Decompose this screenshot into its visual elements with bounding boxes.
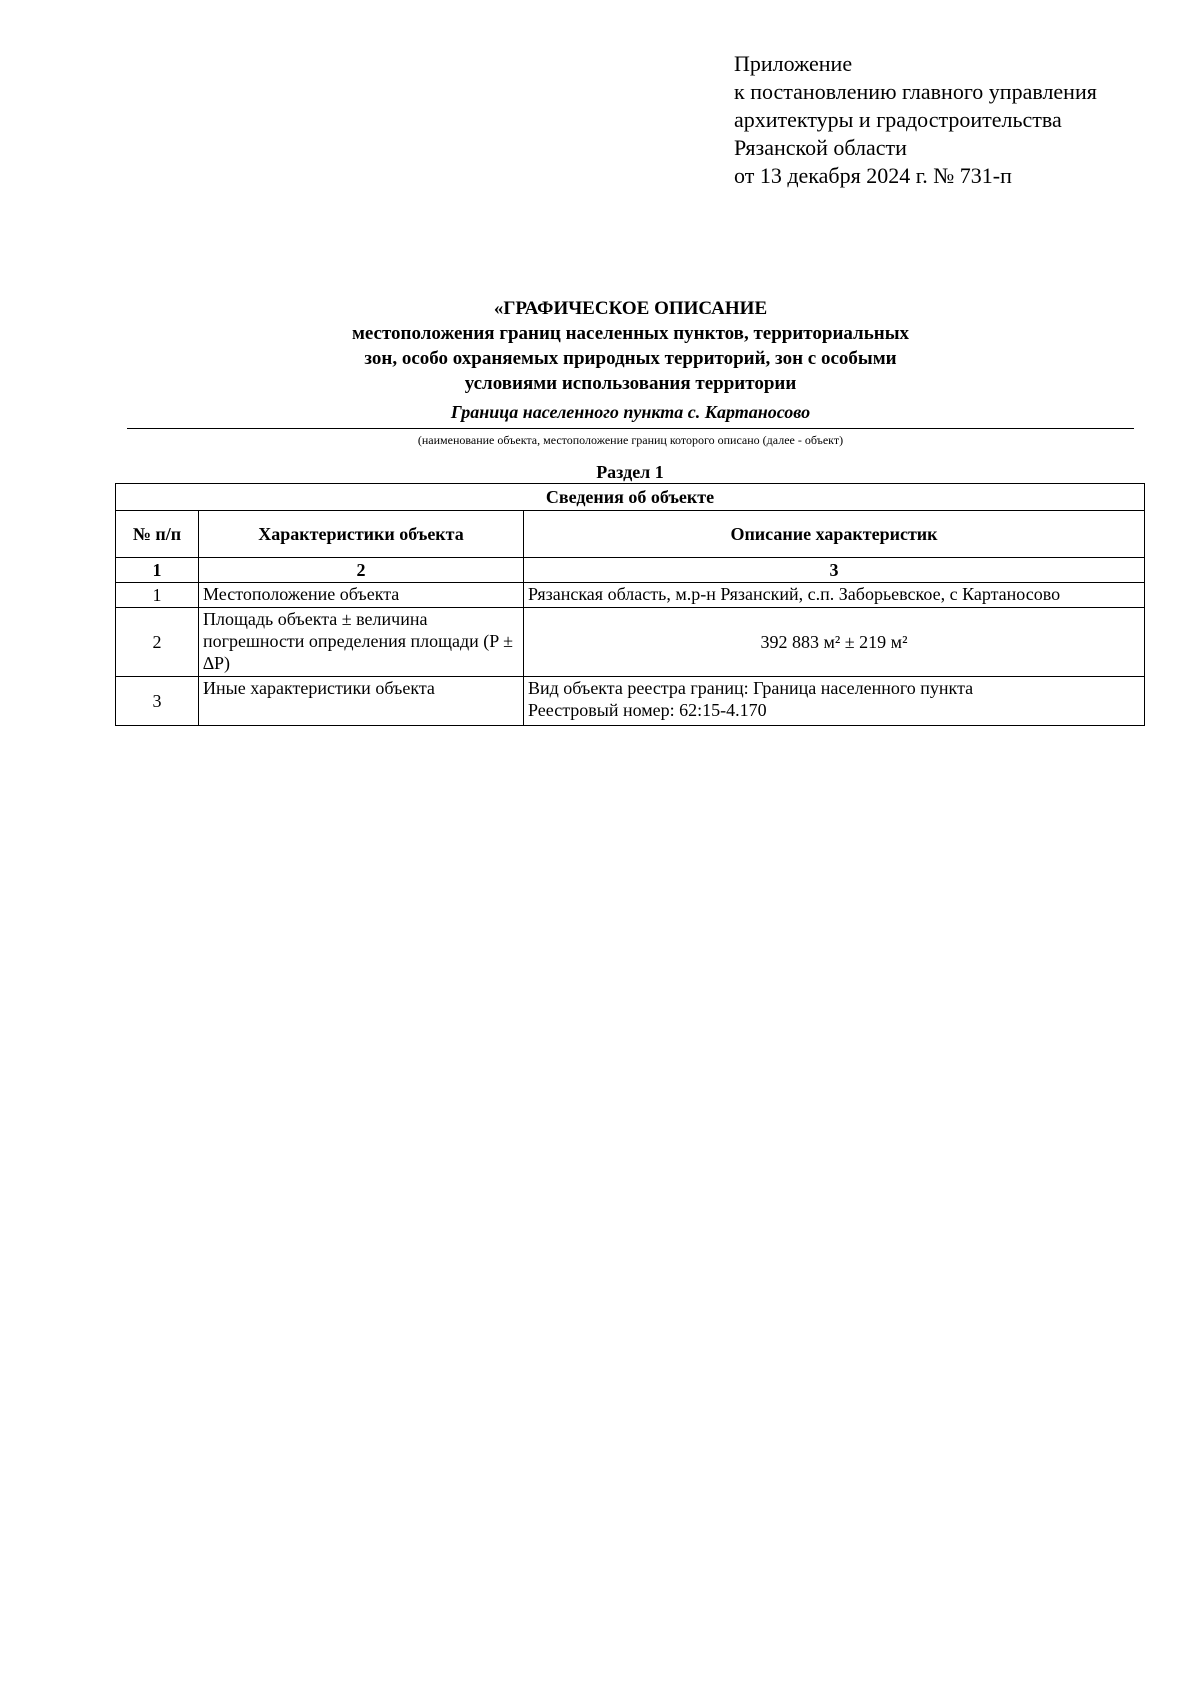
row-description [524,583,1145,608]
table-row [116,608,1145,677]
row-num: 2 [116,608,199,677]
row-characteristic: Местоположение объекта [199,583,524,608]
row-description-line: Реестровый номер: 62:15-4.170 [528,700,767,720]
row-characteristic: Иные характеристики объекта [199,677,524,726]
table-header-row [116,511,1145,558]
header-num: № п/п [116,511,199,558]
object-name-caption: (наименование объекта, местоположение границ которого описано (далее - объект) [417,433,844,447]
appendix-line: от 13 декабря 2024 г. № 731-п [734,163,1012,188]
appendix-line: Рязанской области [734,135,907,160]
table-caption: Сведения об объекте [116,484,1145,511]
row-num: 3 [116,677,199,726]
row-description: 392 883 м² ± 219 м² [524,608,1145,677]
table-row [116,583,1145,608]
title-line: «ГРАФИЧЕСКОЕ ОПИСАНИЕ [493,298,768,319]
object-name: Граница населенного пункта с. Картаносово [450,402,811,422]
appendix-line: Приложение [734,51,853,76]
object-info-table [115,483,1145,726]
title-line: зон, особо охраняемых природных территорий, зон с особыми [364,348,897,369]
appendix-header [734,50,1097,190]
column-number-row [116,558,1145,583]
document-title [127,296,1134,396]
object-name-underline [127,428,1134,429]
row-description-text: Рязанская область, м.р-н Рязанский, с.п. Заборьевское, с Картаносово [528,584,1061,604]
column-number: 1 [116,558,199,583]
column-number: 3 [524,558,1145,583]
appendix-line: архитектуры и градостроительства [734,107,1062,132]
appendix-line: к постановлению главного управления [734,79,1097,104]
row-description-line: Вид объекта реестра границ: Граница населенного пункта [528,678,974,698]
header-characteristic: Характеристики объекта [199,511,524,558]
title-line: условиями использования территории [464,373,797,394]
header-description: Описание характеристик [524,511,1145,558]
row-description [524,677,1145,726]
column-number: 2 [199,558,524,583]
section-title: Раздел 1 [596,462,664,482]
title-line: местоположения границ населенных пунктов, территориальных [351,323,910,344]
table-row [116,677,1145,726]
row-characteristic: Площадь объекта ± величина погрешности определения площади (P ± ∆P) [199,608,524,677]
table-caption-row [116,484,1145,511]
row-num: 1 [116,583,199,608]
